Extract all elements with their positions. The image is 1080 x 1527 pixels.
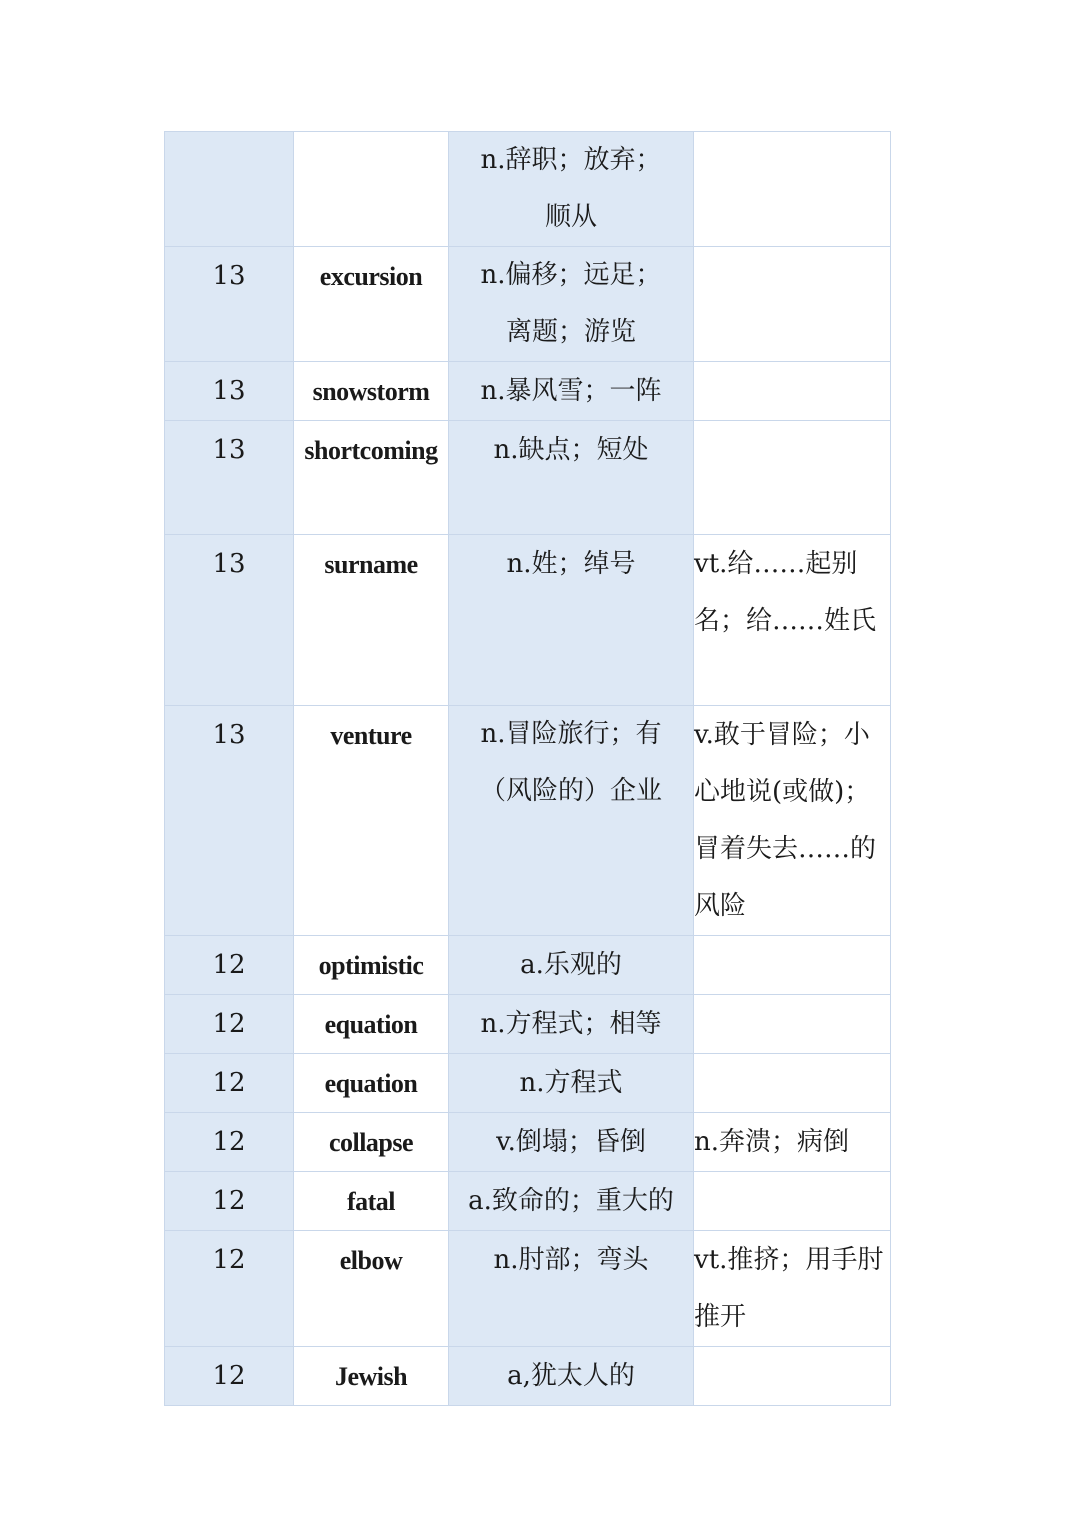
frequency-cell: 12 xyxy=(165,1231,294,1347)
frequency-cell: 12 xyxy=(165,1113,294,1172)
meaning-cell: n.姓；绰号 xyxy=(449,535,694,706)
meaning-cell: n.偏移；远足；离题；游览 xyxy=(449,247,694,362)
extra-meaning-cell xyxy=(694,362,891,421)
meaning-cell: n.暴风雪；一阵 xyxy=(449,362,694,421)
table-row xyxy=(165,1231,891,1347)
word-cell: equation xyxy=(294,1054,449,1113)
meaning-cell: n.方程式；相等 xyxy=(449,995,694,1054)
meaning-cell: v.倒塌；昏倒 xyxy=(449,1113,694,1172)
frequency-cell: 12 xyxy=(165,1054,294,1113)
extra-meaning-cell xyxy=(694,247,891,362)
word-cell: venture xyxy=(294,706,449,936)
word-cell: fatal xyxy=(294,1172,449,1231)
frequency-cell: 12 xyxy=(165,936,294,995)
meaning-cell: n.方程式 xyxy=(449,1054,694,1113)
frequency-cell: 13 xyxy=(165,247,294,362)
extra-meaning-cell xyxy=(694,995,891,1054)
frequency-cell: 12 xyxy=(165,995,294,1054)
frequency-cell: 13 xyxy=(165,362,294,421)
word-cell: snowstorm xyxy=(294,362,449,421)
extra-meaning-cell: n.奔溃；病倒 xyxy=(694,1113,891,1172)
word-cell: surname xyxy=(294,535,449,706)
frequency-cell: 12 xyxy=(165,1172,294,1231)
word-cell: excursion xyxy=(294,247,449,362)
extra-meaning-cell xyxy=(694,1172,891,1231)
table-row xyxy=(165,132,891,247)
frequency-cell: 13 xyxy=(165,706,294,936)
frequency-cell xyxy=(165,132,294,247)
table-row xyxy=(165,1172,891,1231)
frequency-cell: 12 xyxy=(165,1347,294,1406)
extra-meaning-cell xyxy=(694,132,891,247)
table-row xyxy=(165,535,891,706)
meaning-cell: n.肘部；弯头 xyxy=(449,1231,694,1347)
table-row xyxy=(165,1347,891,1406)
meaning-cell: n.辞职；放弃；顺从 xyxy=(449,132,694,247)
word-cell: shortcoming xyxy=(294,421,449,535)
table-row xyxy=(165,1113,891,1172)
meaning-cell: n.缺点；短处 xyxy=(449,421,694,535)
meaning-cell: a,犹太人的 xyxy=(449,1347,694,1406)
extra-meaning-cell xyxy=(694,1054,891,1113)
frequency-cell: 13 xyxy=(165,421,294,535)
table-row xyxy=(165,1054,891,1113)
table-row xyxy=(165,936,891,995)
table-row xyxy=(165,421,891,535)
extra-meaning-cell xyxy=(694,936,891,995)
word-cell xyxy=(294,132,449,247)
frequency-cell: 13 xyxy=(165,535,294,706)
extra-meaning-cell xyxy=(694,421,891,535)
table-row xyxy=(165,247,891,362)
meaning-cell: a.致命的；重大的 xyxy=(449,1172,694,1231)
extra-meaning-cell xyxy=(694,1347,891,1406)
word-cell: Jewish xyxy=(294,1347,449,1406)
extra-meaning-cell: vt.给……起别名；给……姓氏 xyxy=(694,535,891,706)
vocabulary-table xyxy=(164,131,891,1406)
word-cell: elbow xyxy=(294,1231,449,1347)
table-row xyxy=(165,995,891,1054)
word-cell: collapse xyxy=(294,1113,449,1172)
word-cell: equation xyxy=(294,995,449,1054)
meaning-cell: n.冒险旅行；有（风险的）企业 xyxy=(449,706,694,936)
table-row xyxy=(165,706,891,936)
word-cell: optimistic xyxy=(294,936,449,995)
extra-meaning-cell: vt.推挤；用手肘推开 xyxy=(694,1231,891,1347)
meaning-cell: a.乐观的 xyxy=(449,936,694,995)
extra-meaning-cell: v.敢于冒险；小心地说(或做)；冒着失去……的风险 xyxy=(694,706,891,936)
table-row xyxy=(165,362,891,421)
